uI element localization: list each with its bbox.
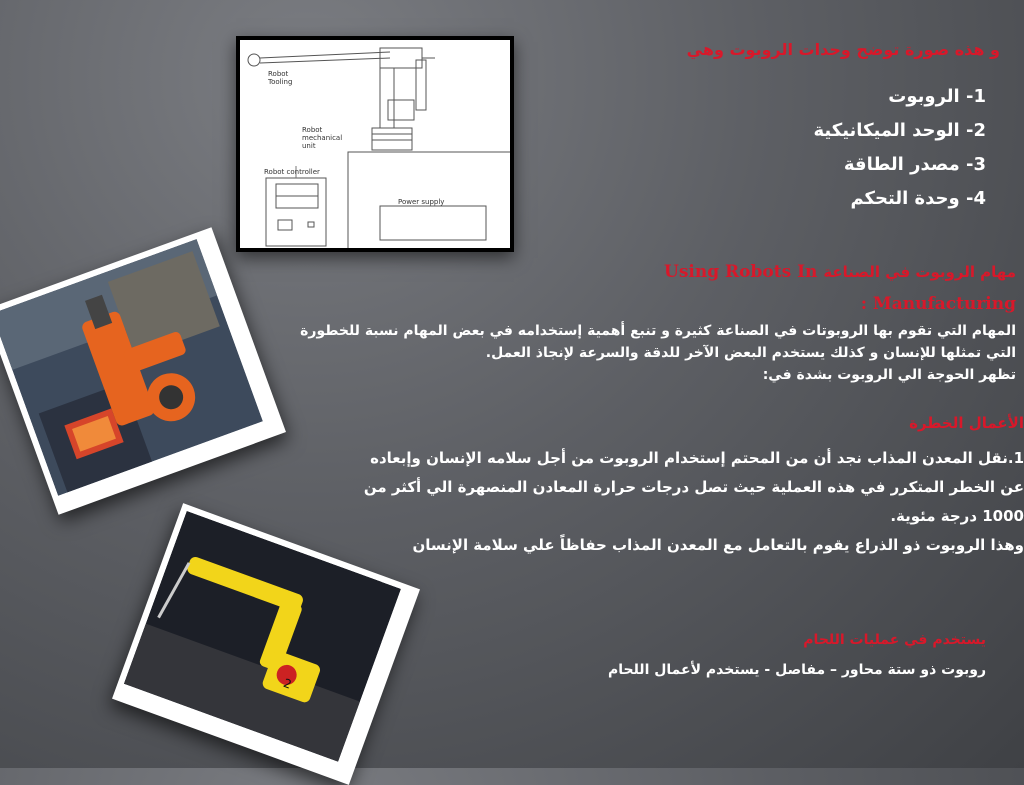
- label-robot-tooling: Robot Tooling: [268, 70, 293, 86]
- list-item: 2- الوحد الميكانيكية: [813, 120, 986, 141]
- svg-text:2: 2: [281, 675, 294, 692]
- list-item: 1- الروبوت: [888, 86, 986, 107]
- list-item: 4- وحدة التحكم: [850, 188, 986, 209]
- welding-text: روبوت ذو ستة محاور – مفاصل - يستخدم لأعمال اللحام: [607, 662, 986, 678]
- hazard-paragraph: [284, 444, 1024, 560]
- tasks-heading: [576, 256, 1016, 320]
- list-item: 3- مصدر الطاقة: [843, 154, 986, 175]
- paragraph-line: 1.نقل المعدن المذاب نجد أن من المحتم إستخدام الروبوت من أجل سلامه الإنسان وإبعاده: [370, 449, 1024, 467]
- paragraph-line: 1000 درجة مئوية.: [890, 507, 1024, 525]
- diagram-canvas: [240, 40, 510, 248]
- robot-units-list: [813, 80, 986, 216]
- welding-heading: يستخدم في عمليات اللحام: [803, 632, 986, 648]
- paragraph-line: التي تمثلها للإنسان و كذلك يستخدم البعض الآخر للدقة والسرعة لإنجاذ العمل.: [485, 345, 1016, 361]
- paragraph-line: تظهر الحوجة الي الروبوت بشدة في:: [762, 367, 1016, 383]
- robot-units-diagram: [236, 36, 514, 252]
- tasks-paragraph: [236, 320, 1016, 386]
- label-power-supply: Power supply: [398, 198, 445, 206]
- tasks-heading-arabic: مهام الروبوت في الصناعة: [823, 263, 1016, 281]
- label-robot-controller: Robot controller: [264, 168, 320, 176]
- tasks-heading-english: Using Robots In Manufacturing :: [664, 262, 1016, 314]
- label-mechanical-unit: Robot mechanical unit: [302, 126, 343, 150]
- units-intro-heading: و هذه صورة توضح وحدات الروبوت وهي: [686, 40, 1000, 59]
- paragraph-line: عن الخطر المتكرر في هذه العملية حيث تصل درجات حرارة المعادن المنصهرة الي أكثر من: [363, 478, 1024, 496]
- paragraph-line: المهام التي تقوم بها الروبوتات في الصناعة كثيرة و تنبع أهمية إستخدامه في بعض المهام نسبة للخطورة: [300, 323, 1016, 339]
- hazard-heading: الأعمال الخطرة: [909, 414, 1024, 432]
- paragraph-line: وهذا الروبوت ذو الذراع يقوم بالتعامل مع المعدن المذاب حفاظاً علي سلامة الإنسان: [412, 536, 1024, 554]
